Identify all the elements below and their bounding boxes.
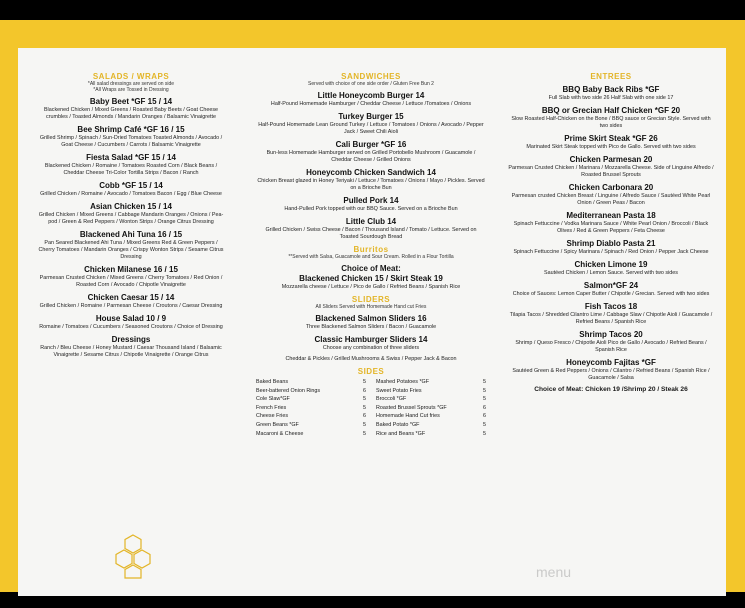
side-name: French Fries [256, 404, 287, 411]
side-name: Rice and Beans *GF [376, 430, 426, 437]
item-desc: Grilled Chicken / Mixed Greens / Cabbage Mandarin Oranges / Onions / Pea-pod / Green & Red Peppers / Wonton Strips / Orange Citrus Dressing [38, 212, 224, 225]
item-desc: Full Slab with two side 26 Half Slab with one side 17 [548, 95, 674, 101]
item-name: Asian Chicken 15 / 14 [90, 202, 172, 211]
list-item [376, 387, 486, 396]
item-name: Pulled Pork 14 [343, 196, 399, 205]
item-desc: Grilled Chicken / Romaine / Parmesan Cheese / Croutons / Caesar Dressing [39, 303, 223, 309]
item-name: Dressings [111, 335, 151, 344]
side-price: 5 [363, 396, 366, 403]
item-desc: Sautéed Chicken / Lemon Sauce. Served with two sides [544, 270, 678, 276]
list-item [256, 412, 366, 421]
burritos-choice: Choice of Meat: [341, 264, 401, 273]
item-desc: Half-Pound Homemade Lean Ground Turkey / Lettuce / Tomatoes / Onions / Avocado / Pepper Jack / Sweet Chili Aioli [258, 122, 484, 135]
menu-item [256, 217, 486, 241]
menu-item [38, 181, 224, 198]
menu-paper [18, 48, 726, 596]
sides-right [376, 378, 486, 438]
menu-item [508, 281, 714, 298]
sides-list [256, 378, 486, 438]
side-price: 6 [363, 413, 366, 420]
entrees-column [508, 72, 714, 395]
side-name: Cole Slaw*GF [256, 396, 290, 403]
item-name: Little Club 14 [345, 217, 397, 226]
list-item [376, 404, 486, 413]
item-name: Chicken Milanese 16 / 15 [84, 265, 178, 274]
salads-note: *All Wraps are Tossed in Dressing [93, 87, 169, 93]
menu-item [508, 106, 714, 130]
item-name: Chicken Parmesan 20 [569, 155, 653, 164]
side-name: Baked Potato *GF [376, 421, 420, 428]
item-desc: Shrimp / Queso Fresco / Chipotle Aioli Pico de Gallo / Avocado / Refried Beans / Spanish Rice [515, 340, 707, 353]
item-name: Chicken Carbonara 20 [568, 183, 654, 192]
list-item [256, 404, 366, 413]
side-name: Macaroni & Cheese [256, 430, 304, 437]
item-desc: Marinated Skirt Steak topped with Pico de Gallo. Served with two sides [526, 144, 696, 150]
item-name: Baby Beet *GF 15 / 14 [89, 97, 173, 106]
menu-item [508, 239, 714, 256]
list-item [376, 378, 486, 387]
side-name: Baked Beans [256, 379, 289, 385]
sides-left [256, 378, 366, 438]
side-price: 5 [363, 379, 366, 385]
side-name: Beer-battered Onion Rings [256, 387, 321, 394]
item-name: Shrimp Diablo Pasta 21 [566, 239, 656, 248]
side-price: 6 [363, 387, 366, 394]
salads-column [38, 72, 224, 359]
item-desc: Three Blackened Salmon Sliders / Bacon / Guacamole [305, 324, 437, 330]
menu-item [38, 153, 224, 177]
honeycomb-icon [110, 533, 156, 579]
side-price: 5 [363, 404, 366, 411]
sandwiches-column [256, 72, 486, 438]
side-name: Sweet Potato Fries [376, 387, 422, 394]
side-price: 5 [483, 379, 486, 385]
list-item [376, 430, 486, 439]
fajitas-meat-choice: Choice of Meat: Chicken 19 /Shrimp 20 / Steak 26 [534, 386, 688, 393]
menu-item [508, 134, 714, 151]
item-desc: Grilled Chicken / Swiss Cheese / Bacon / Thousand Island / Tomato / Lettuce. Served on Toasted Sourdough Bread [265, 227, 477, 240]
menu-item [256, 168, 486, 192]
item-name: Honeycomb Fajitas *GF [566, 358, 656, 367]
menu-item [38, 265, 224, 289]
menu-item [256, 196, 486, 213]
menu-item [508, 183, 714, 207]
item-name: Fish Tacos 18 [584, 302, 638, 311]
item-name: Blackened Chicken 15 / Skirt Steak 19 [299, 274, 443, 283]
sandwiches-title: SANDWICHES [341, 72, 401, 81]
menu-item [38, 314, 224, 331]
salads-note: *All salad dressings are served on side [87, 81, 175, 87]
item-desc: Bun-less Homemade Hamburger served on Grilled Portobello Mushroom / Guacamole / Cheddar Cheese / Grilled Onions [266, 150, 476, 163]
item-name: Shrimp Tacos 20 [579, 330, 643, 339]
item-desc: Half-Pound Homemade Hamburger / Cheddar Cheese / Lettuce /Tomatoes / Onions [270, 101, 472, 107]
salads-title: SALADS / WRAPS [92, 72, 170, 81]
side-price: 5 [363, 430, 366, 437]
menu-item [508, 211, 714, 235]
item-name: BBQ or Grecian Half Chicken *GF 20 [541, 106, 681, 115]
item-desc: Sautéed Green & Red Peppers / Onions / Cilantro / Refried Beans / Spanish Rice / Guacamole / Salsa [512, 368, 710, 381]
menu-item [508, 302, 714, 326]
menu-frame [0, 20, 745, 592]
menu-item [38, 202, 224, 226]
list-item [376, 412, 486, 421]
menu-item [256, 335, 486, 352]
item-desc: Ranch / Bleu Cheese / Honey Mustard / Caesar Thousand Island / Balsamic Vinaigrette / Sesame Citrus / Chipotle Vinaigrette / Orange Citrus [40, 345, 222, 358]
menu-item [38, 125, 224, 149]
item-name: Fiesta Salad *GF 15 / 14 [86, 153, 176, 162]
item-name: Turkey Burger 15 [338, 112, 404, 121]
menu-item [508, 155, 714, 179]
item-desc: Choose any combination of three sliders [322, 345, 420, 351]
sliders-title: SLIDERS [351, 295, 391, 304]
item-desc: Spinach Fettuccine / Vodka Marinara Sauce / White Pearl Onion / Broccoli / Black Olives / Red & Green Peppers / Feta Cheese [513, 221, 709, 234]
item-name: Prime Skirt Steak *GF 26 [564, 134, 658, 143]
menu-item [38, 335, 224, 359]
item-name: Honeycomb Chicken Sandwich 14 [306, 168, 436, 177]
side-price: 5 [483, 396, 486, 403]
menu-item [508, 85, 714, 102]
side-name: Green Beans *GF [256, 421, 299, 428]
burritos-title: Burritos [353, 245, 389, 254]
menu-item [256, 140, 486, 164]
side-price: 5 [363, 421, 366, 428]
side-price: 5 [483, 387, 486, 394]
side-name: Cheese Fries [256, 413, 289, 420]
side-name: Roasted Brussel Sprouts *GF [376, 404, 447, 411]
menu-item [256, 91, 486, 108]
menu-item [38, 230, 224, 261]
item-name: Chicken Caesar 15 / 14 [87, 293, 175, 302]
item-desc: Choice of Sauces: Lemon Caper Butter / Chipotle / Grecian. Served with two sides [512, 291, 710, 297]
list-item [376, 395, 486, 404]
item-desc: Parmesan Crusted Chicken / Marinara / Mozzarella Cheese. Side of Linguine Alfredo / Roasted Brussel Sprouts [508, 165, 714, 178]
item-desc: Grilled Shrimp / Spinach / Sun-Dried Tomatoes Toasted Almonds / Avocado / Goat Cheese / Cucumbers / Carrots / Balsamic Vinaigrette [39, 135, 223, 148]
menu-item [508, 260, 714, 277]
burritos-note: **Served with Salsa, Guacamole and Sour Cream. Rolled in a Flour Tortilla [288, 254, 454, 260]
item-name: Cali Burger *GF 16 [335, 140, 407, 149]
item-name: Salmon*GF 24 [583, 281, 639, 290]
list-item [256, 395, 366, 404]
item-desc: Tilapia Tacos / Shredded Cilantro Lime / Cabbage Slaw / Chipotle Aioli / Guacamole / Refried Beans / Spanish Rice [509, 312, 713, 325]
side-name: Broccoli *GF [376, 396, 407, 403]
item-name: Bee Shrimp Café *GF 16 / 15 [77, 125, 185, 134]
sides-title: SIDES [357, 367, 385, 376]
side-name: Mashed Potatoes *GF [376, 379, 430, 385]
list-item [256, 387, 366, 396]
item-desc: Spinach Fettuccine / Spicy Marinara / Spinach / Red Onion / Pepper Jack Cheese [513, 249, 709, 255]
item-desc: Pan Seared Blackened Ahi Tuna / Mixed Greens Red & Green Peppers / Cherry Tomatoes / Mandarin Oranges / Crispy Wonton Strips / Sesame Citrus Dressing [38, 240, 224, 260]
sliders-note: All Sliders Served with Homemade Hand cut Fries [315, 304, 427, 310]
entrees-title: ENTREES [590, 72, 632, 81]
side-price: 6 [483, 413, 486, 420]
item-name: Little Honeycomb Burger 14 [317, 91, 425, 100]
side-name: Homemade Hand Cut fries [376, 413, 440, 420]
list-item [256, 430, 366, 439]
item-desc: Parmesan Crusted Chicken / Mixed Greens / Cherry Tomatoes / Red Onion / Roasted Corn / Avocado / Chipotle Vinaigrette [39, 275, 223, 288]
list-item [376, 421, 486, 430]
side-price: 5 [483, 430, 486, 437]
item-desc: Romaine / Tomatoes / Cucumbers / Seasoned Croutons / Choice of Dressing [39, 324, 223, 330]
item-desc: Mozzarella cheese / Lettuce / Pico de Gallo / Refried Beans / Spanish Rice [281, 284, 461, 290]
side-price: 5 [483, 421, 486, 428]
item-desc: Parmesan crusted Chicken Breast / Linguine / Alfredo Sauce / Sautéed White Pearl Onion / Green Peas / Bacon [511, 193, 711, 206]
item-name: Classic Hamburger Sliders 14 [314, 335, 428, 344]
menu-item [38, 97, 224, 121]
sandwiches-note: Served with choice of one side order / Gluten Free Bun 2 [308, 81, 434, 87]
item-name: Blackened Ahi Tuna 16 / 15 [79, 230, 183, 239]
menu-item [256, 314, 486, 331]
sliders-extra: Cheddar & Pickles / Grilled Mushrooms & Swiss / Pepper Jack & Bacon [285, 356, 457, 362]
item-name: House Salad 10 / 9 [95, 314, 167, 323]
item-name: Chicken Limone 19 [574, 260, 648, 269]
menu-item [38, 293, 224, 310]
list-item [256, 421, 366, 430]
item-name: Cobb *GF 15 / 14 [99, 181, 163, 190]
item-desc: Blackened Chicken / Mixed Greens / Roasted Baby Beets / Goat Cheese crumbles / Toasted Almonds / Mandarin Oranges / Balsamic Vinaigrette [43, 107, 219, 120]
item-desc: Hand-Pulled Pork topped with our BBQ Sauce. Served on a Brioche Bun [284, 206, 458, 212]
list-item [256, 378, 366, 387]
item-name: Mediterranean Pasta 18 [566, 211, 656, 220]
item-name: Blackened Salmon Sliders 16 [315, 314, 427, 323]
item-desc: Slow Roasted Half-Chicken on the Bone / BBQ sauce or Grecian Style. Served with two sides [511, 116, 711, 129]
item-desc: Grilled Chicken / Romaine / Avocado / Tomatoes Bacon / Egg / Blue Cheese [40, 191, 222, 197]
menu-item [508, 330, 714, 354]
menu-item [508, 358, 714, 382]
item-desc: Chicken Breast glazed in Honey Teriyaki / Lettuce / Tomatoes / Onions / Mayo / Pickles. Served on a Brioche Bun [257, 178, 485, 191]
side-price: 6 [483, 404, 486, 411]
menu-item [256, 274, 486, 291]
item-desc: Blackened Chicken / Romaine / Tomatoes Roasted Corn / Black Beans / Cheddar Cheese Tri-Color Tortilla Strips / Bacon / Ranch [44, 163, 218, 176]
menu-item [256, 112, 486, 136]
watermark-text: menu [536, 564, 572, 580]
item-name: BBQ Baby Back Ribs *GF [562, 85, 660, 94]
